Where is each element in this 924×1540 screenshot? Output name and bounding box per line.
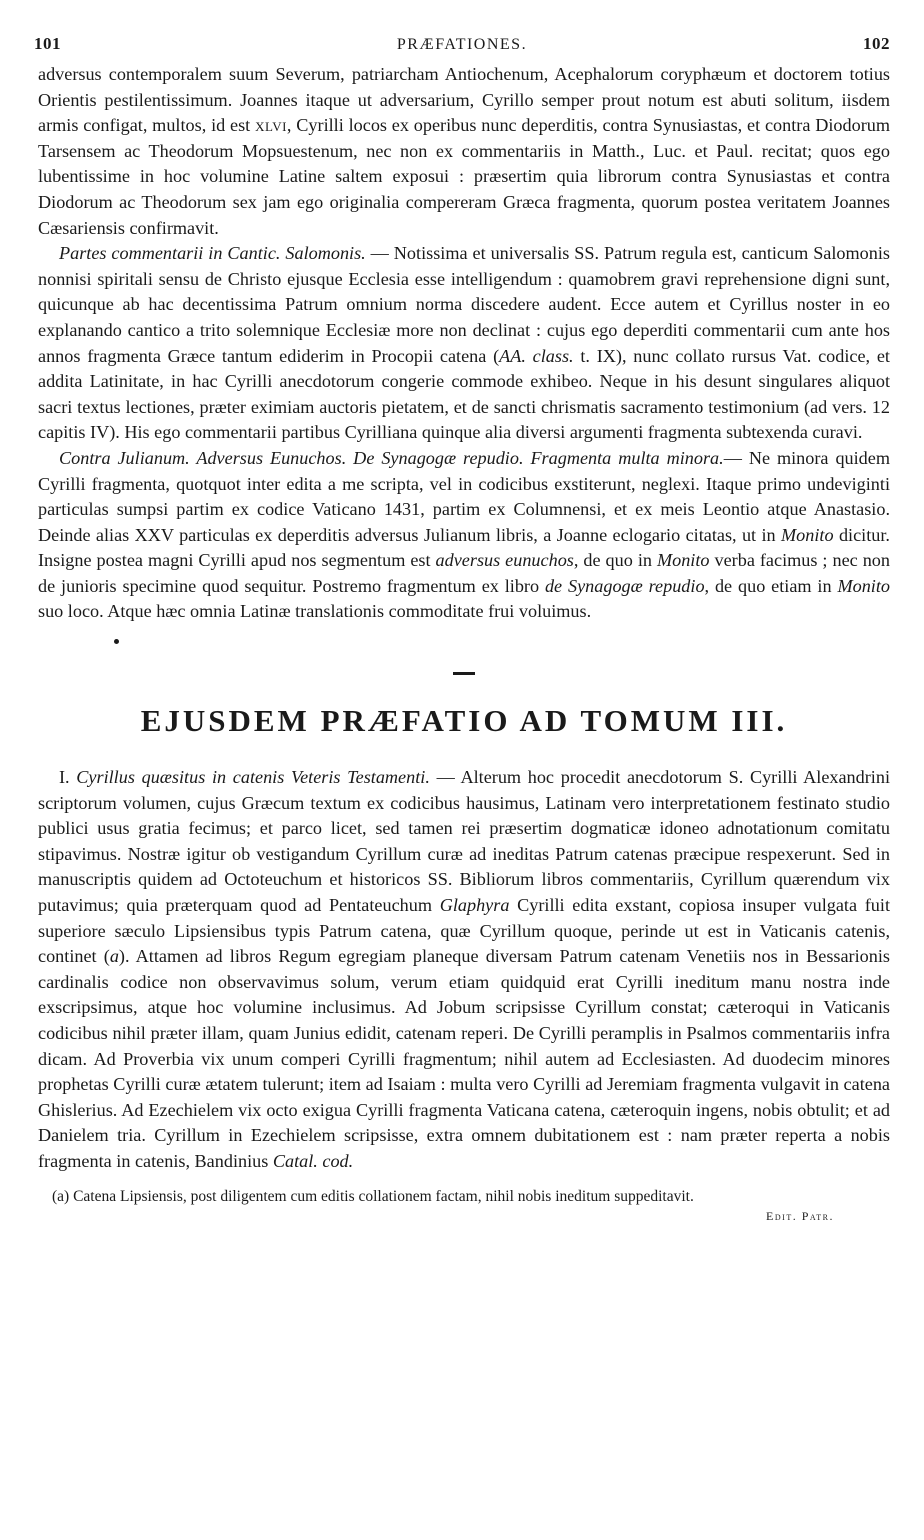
stray-dot bbox=[114, 639, 119, 644]
text-body bbox=[38, 62, 890, 1225]
running-title: PRÆFATIONES. bbox=[396, 36, 528, 53]
cantic-paragraph: Partes commentarii in Cantic. Salomonis. — Notissima et universalis SS. Patrum regula est, canticum Salomonis nonnisi spiritali sensu de Christo ejusque Ecclesia esse intelligendum : quamobrem gravi reprehensione digni sunt, quicunque ab hac decentissima Patrum omnium norma discedere audent. Ecce autem et Cyrillus noster in eo explanando cantico a trito solemnique Ecclesiæ more non declinat : cujus ego deperditi commentarii cum ante hos annos fragmenta Græce tantum ediderim in Procopii catena (AA. class. t. IX), nunc collato rursus Vat. codice, et addita Latinitate, in hac Cyrilli anecdotorum congerie commode exhibeo. Neque in his desunt singulares aliquot sacri textus lectiones, præter eximiam auctoris pietatem, et de sancti chrismatis sacramento testimonium (ad vers. 12 capitis IV). His ego commentarii partibus Cyrilliana quinque alia diversi argumenti fragmenta subtexenda curavi. bbox=[38, 243, 890, 443]
julianum-paragraph: Contra Julianum. Adversus Eunuchos. De Synagogæ repudio. Fragmenta multa minora.— Ne minora quidem Cyrilli fragmenta, quotquot inter edita a me scripta, vel in codicibus exstiterunt, neglexi. Itaque primo undeviginti particulas sumpsi partim ex codice Vaticano 1431, partim ex Columnensi, et ex meis Leontio atque Anastasio. Deinde alias XXV particulas ex deperditis adversus Julianum libris, a Joanne eclogario citatas, ut in Monito dicitur. Insigne postea magni Cyrilli apud nos segmentum est adversus eunuchos, de quo in Monito verba facimus ; nec non de junioris specimine quod sequitur. Postremo fragmentum ex libro de Synagogæ repudio, de quo etiam in Monito suo loco. Atque hæc omnia Latinæ translationis commoditate frui voluimus. bbox=[38, 447, 890, 622]
footnote-marker: (a) bbox=[52, 1187, 70, 1205]
right-page-number: 102 bbox=[862, 34, 890, 53]
running-header bbox=[34, 34, 890, 54]
section-heading: Partes commentarii in Cantic. Salomonis. bbox=[59, 243, 366, 264]
section-divider bbox=[453, 672, 475, 675]
editor-signature: Edit. Patr. bbox=[766, 1208, 834, 1223]
roman-numeral: xlvi bbox=[255, 115, 287, 136]
footnote-reference: a bbox=[109, 946, 119, 967]
footnote: (a) Catena Lipsiensis, post diligentem cum editis collationem factam, nihil nobis ineditum suppeditavit. bbox=[52, 1187, 694, 1205]
section-title: EJUSDEM PRÆFATIO AD TOMUM III. bbox=[140, 703, 788, 739]
section-heading: Cyrillus quæsitus in catenis Veteris Testamenti. bbox=[76, 767, 430, 788]
tomus-paragraph: I. Cyrillus quæsitus in catenis Veteris Testamenti. — Alterum hoc procedit anecdotorum S. Cyrilli Alexandrini scriptorum volumen, cujus Græcum textum ex codicibus hausimus, Latinam vero interpretationem festinato studio publici usus gratia fecimus; et parco licet, sed tamen rei præsertim dogmaticæ idoneo adnotationum comitatu stipavimus. Nostræ igitur ob vestigandum Cyrillum curæ ad ineditas Patrum catenas præcipue respexerunt. Sed in manuscriptis quidem ad Octoteuchum et historicos SS. Bibliorum libros commentariis, Cyrillum quærendum vix putavimus; quia præterquam quod ad Pentateuchum Glaphyra Cyrilli edita exstant, copiosa insuper vulgata fuit superiore sæculo Lipsiensibus typis Patrum catena, quæ Cyrillum quoque, perinde ut est in Vaticanis catenis, continet (a). Attamen ad libros Regum egregiam planeque diversam Patrum catenam Venetiis nos in Bessarionis cardinalis codice non observavimus solum, verum etiam quidquid erat Cyrilli ineditum manu nostra inde exscripsimus, atque hoc volumine inclusimus. Ad Jobum scripsisse Cyrillum constat; cæteroqui in Vaticanis codicibus nihil præter illam, quam Junius edidit, catenam reperi. De Cyrilli peramplis in Psalmos commentariis infra dicam. Ad Proverbia vix unum comperi Cyrilli fragmentum; nihil autem ad Ecclesiasten. Ad duodecim minores prophetas Cyrilli curæ ætatem tulerunt; item ad Isaiam : multa vero Cyrilli ad Jeremiam fragmenta vulgavit in catena Ghislerius. Ad Ezechielem vix octo exigua Cyrilli fragmenta Vaticana catena, cæteroquin ingens, nobis obtulit; et ad Danielem tria. Cyrillum in Ezechielem scripsisse, extra omnem dubitationem est : nam præter reperta a nobis fragmenta in catenis, Bandinius Catal. cod. bbox=[38, 767, 890, 1171]
left-page-number: 101 bbox=[34, 34, 61, 53]
section-heading: Contra Julianum. Adversus Eunuchos. De Synagogæ repudio. Fragmenta multa minora. bbox=[59, 447, 724, 468]
intro-paragraph: adversus contemporalem suum Severum, patriarcham Antiochenum, Acephalorum coryphæum et doctorem totius Orientis pestilentissimum. Joannes itaque ut adversarium, Cyrillo semper prout notum est abuti solitum, iisdem armis configat, multos, id est xlvi, Cyrilli locos ex operibus nunc deperditis, contra Synusiastas, et contra Diodorum Tarsensem ac Theodorum Mopsuestenum, nec non ex commentariis in Matth., Luc. et Paul. recitat; quos ego lubentissime in hoc volumine Latine saltem exposui : præsertim quia librorum contra Synusiastas et contra Diodorum ac Theodorum sex jam ego originalia compereram Græca fragmenta, quorum postea veritatem Joannes Cæsariensis confirmavit. bbox=[38, 64, 890, 238]
citation: AA. class. bbox=[499, 345, 574, 366]
